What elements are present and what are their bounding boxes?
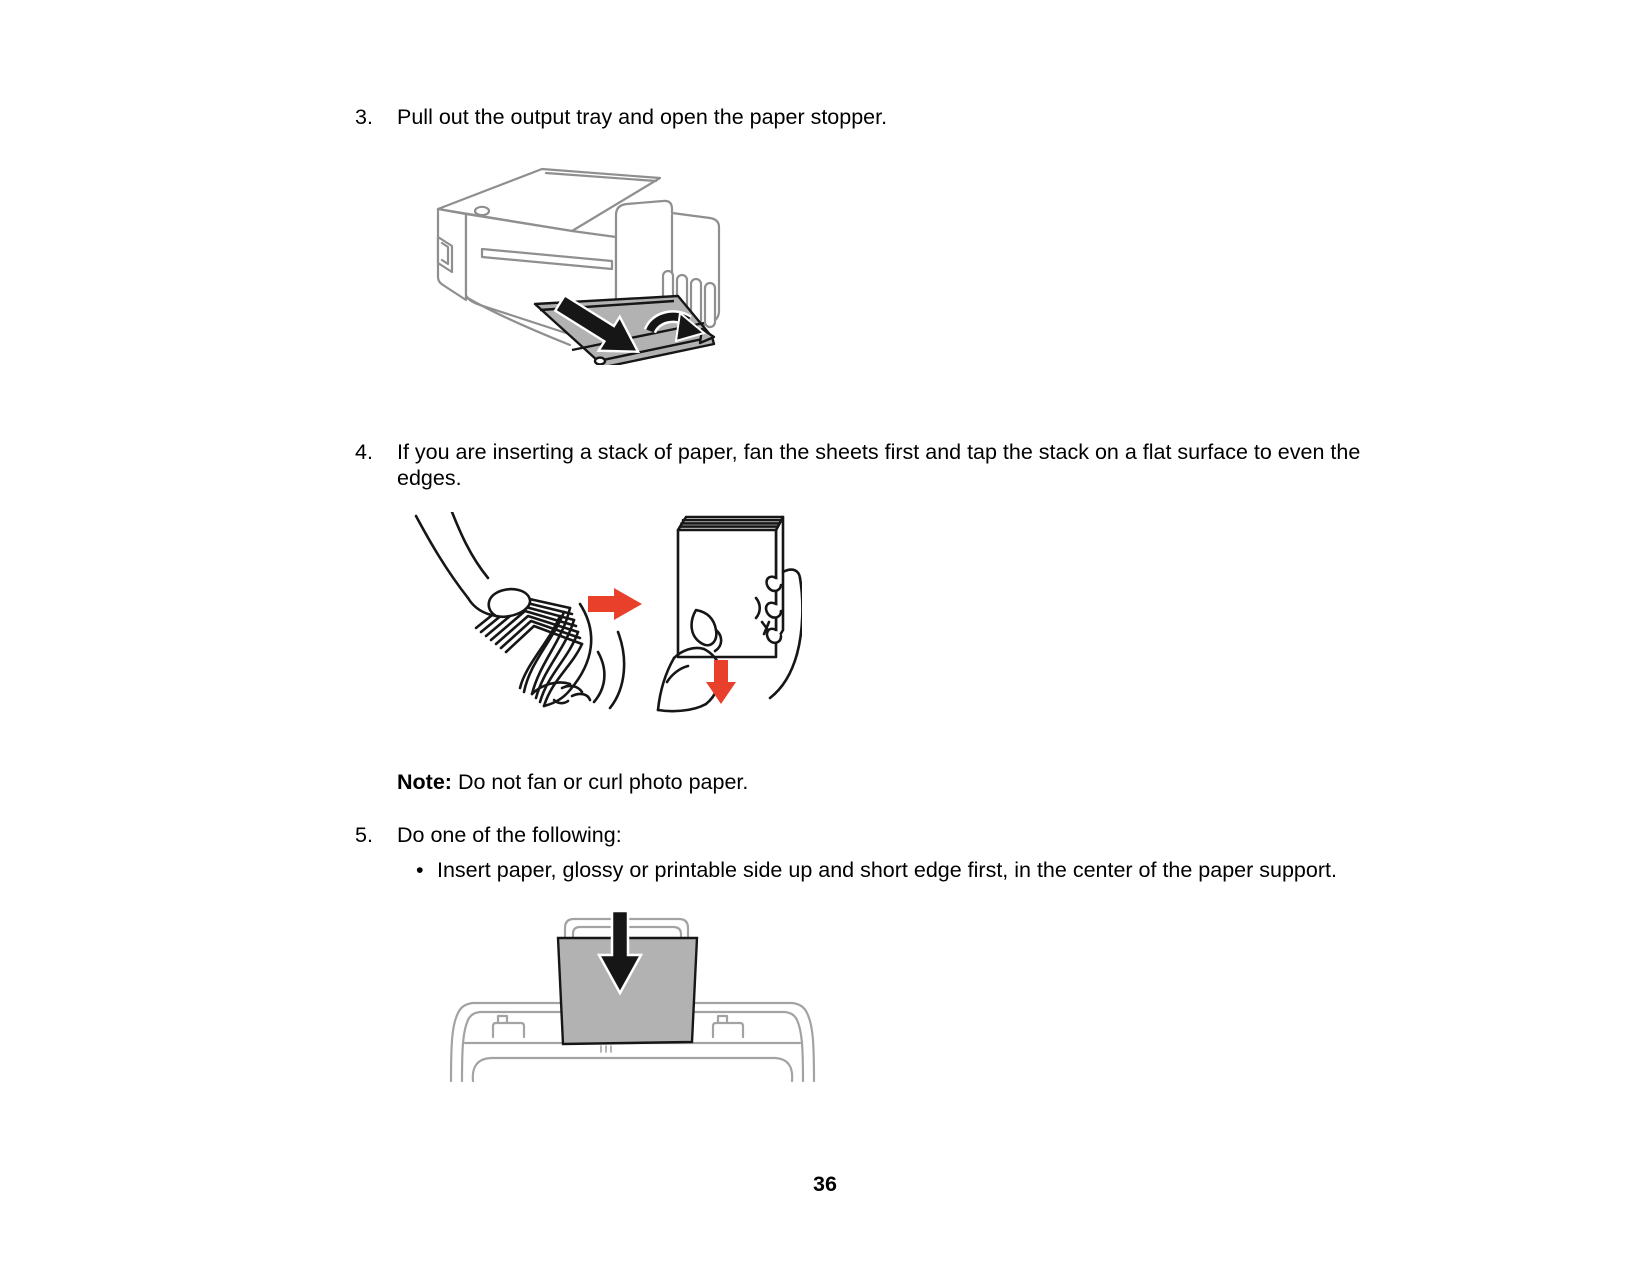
page-number: 36 [813, 1172, 837, 1196]
tap-down-arrow [706, 660, 736, 704]
printer-output-tray-figure [420, 153, 725, 365]
step-3-text: Pull out the output tray and open the paper stopper. [397, 105, 888, 129]
bullet-text: Insert paper, glossy or printable side up and short edge first, in the center of the paper support. [437, 858, 1337, 882]
load-paper-illustration [445, 907, 820, 1082]
note [397, 769, 1397, 795]
fan-paper-figure [412, 512, 802, 714]
step-4-number: 4. [355, 440, 373, 464]
load-paper-figure [445, 907, 820, 1082]
fan-step-arrow [588, 588, 642, 620]
bullet-item [416, 857, 1426, 883]
step-4-text: If you are inserting a stack of paper, fan the sheets first and tap the stack on a flat surface to even the edges. [397, 440, 1361, 490]
step-4 [355, 439, 1397, 491]
step-3 [355, 104, 1415, 130]
step-5-text: Do one of the following: [397, 823, 622, 847]
step-5-number: 5. [355, 823, 373, 847]
note-label: Note: [397, 770, 452, 794]
note-text: Do not fan or curl photo paper. [457, 770, 749, 794]
printer-output-tray-illustration [420, 153, 725, 365]
bullet-marker: • [416, 858, 424, 882]
step-3-number: 3. [355, 105, 373, 129]
step-5 [355, 822, 1415, 848]
fan-paper-illustration [412, 512, 802, 714]
